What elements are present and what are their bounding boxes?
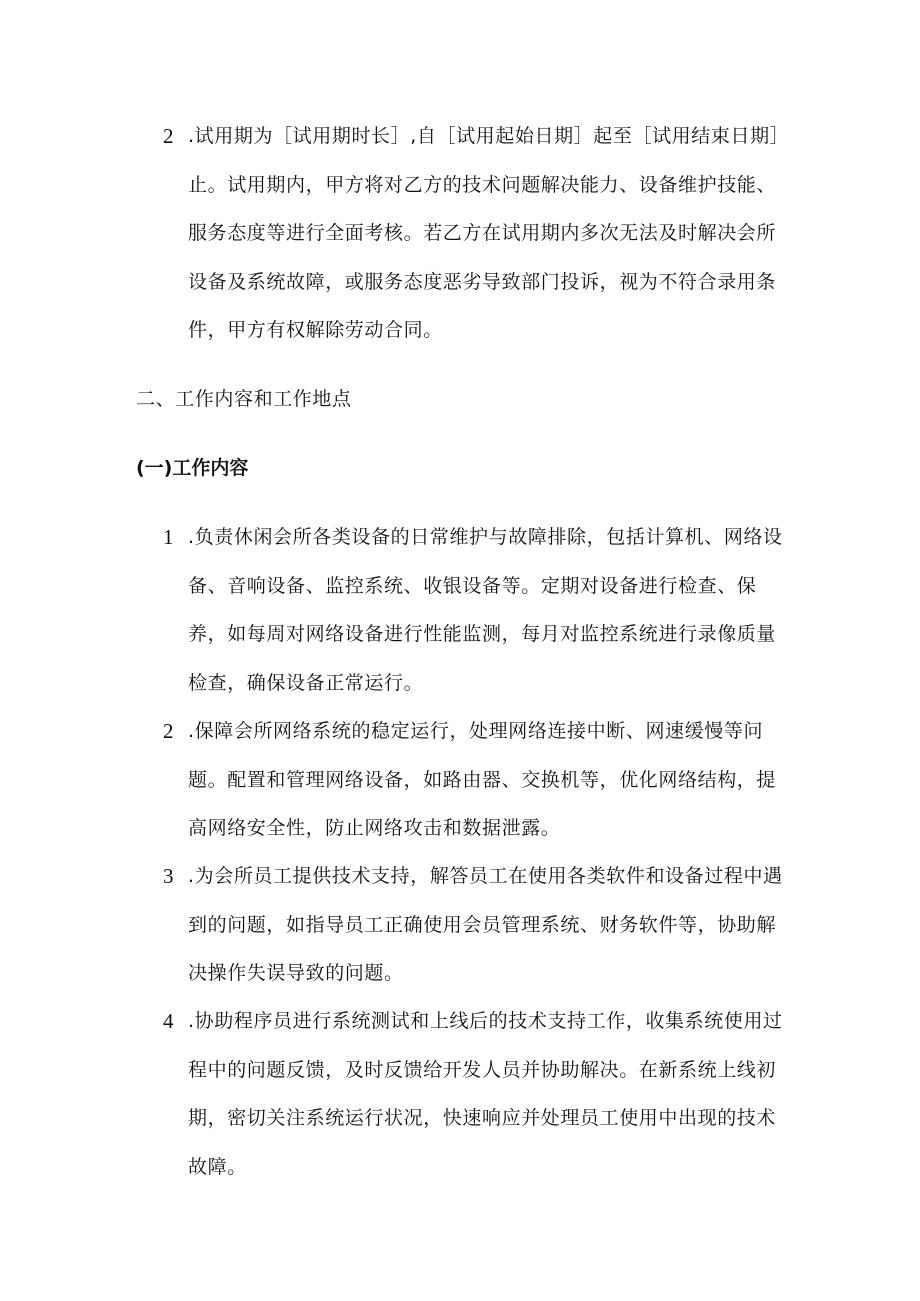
section-heading: 二、工作内容和工作地点 <box>136 388 352 410</box>
item-number: 3 <box>163 864 174 888</box>
subsection-heading: (一)工作内容 <box>136 457 249 479</box>
clause-number: 2 <box>163 124 174 148</box>
item-text: .负责休闲会所各类设备的日常维护与故障排除，包括计算机、网络设备、音响设备、监控系统、收银设备等。定期对设备进行检查、保养，如每周对网络设备进行性能监测，每月对监控系统进行录像质量检查，确保设备正常运行。 <box>188 526 783 694</box>
item-number: 1 <box>163 525 174 549</box>
item-text: .为会所员工提供技术支持，解答员工在使用各类软件和设备过程中遇到的问题，如指导员工正确使用会员管理系统、财务软件等，协助解决操作失误导致的问题。 <box>188 865 783 984</box>
item-text: .保障会所网络系统的稳定运行，处理网络连接中断、网速缓慢等问题。配置和管理网络设备，如路由器、交换机等，优化网络结构，提高网络安全性，防止网络攻击和数据泄露。 <box>188 720 777 839</box>
item-number: 4 <box>163 1009 174 1033</box>
clause-text: .试用期为［试用期时长］,自［试用起始日期］起至［试用结束日期］止。试用期内，甲方将对乙方的技术问题解决能力、设备维护技能、服务态度等进行全面考核。若乙方在试用期内多次无法及时解决会所设备及系统故障，或服务态度恶劣导致部门投诉，视为不符合录用条件，甲方有权解除劳动合同。 <box>188 125 780 341</box>
item-text: .协助程序员进行系统测试和上线后的技术支持工作，收集系统使用过程中的问题反馈，及时反馈给开发人员并协助解决。在新系统上线初期，密切关注系统运行状况，快速响应并处理员工使用中出现的技术故障。 <box>188 1010 783 1178</box>
item-number: 2 <box>163 719 174 743</box>
